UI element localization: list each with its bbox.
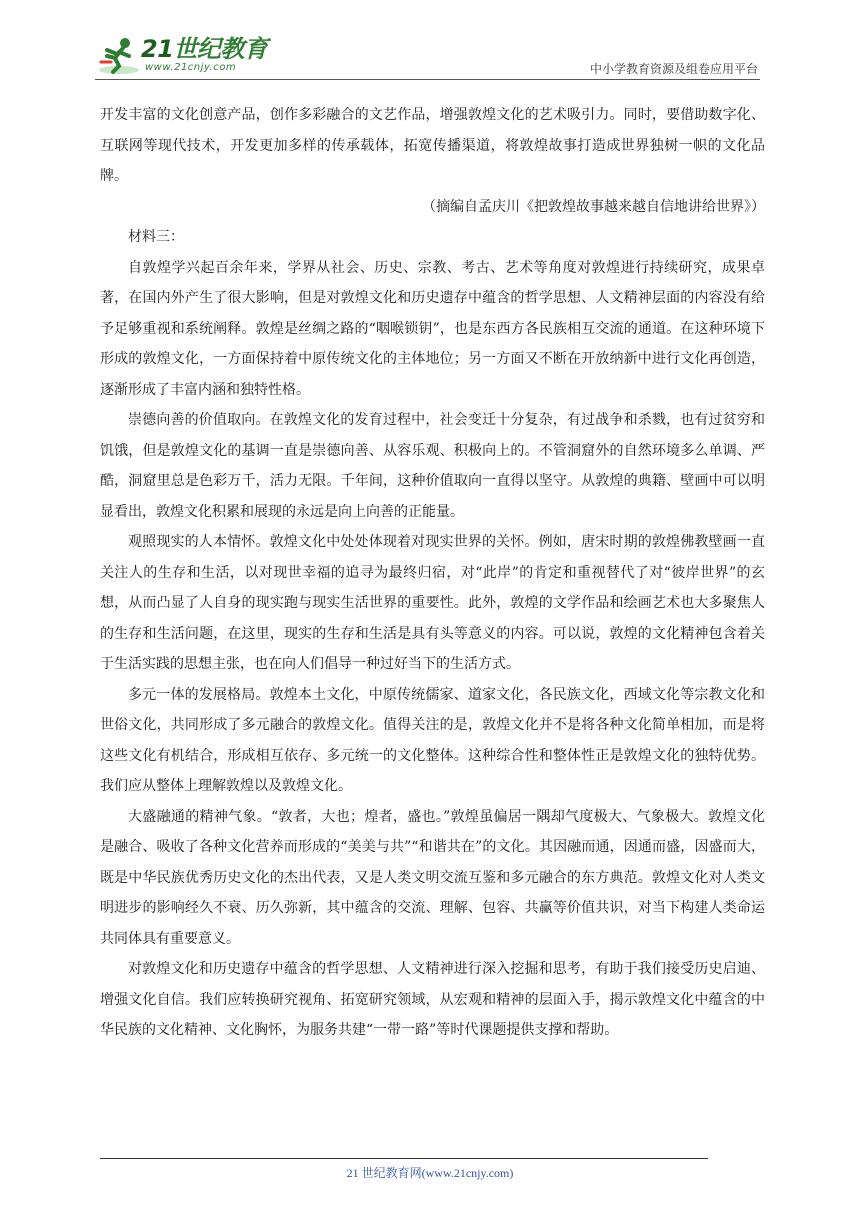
runner-logo-icon: [97, 36, 141, 76]
paragraph-intro: 自敦煌学兴起百余年来，学界从社会、历史、宗教、考古、艺术等角度对敦煌进行持续研究，成果卓著，在国内外产生了很大影响，但是对敦煌文化和历史遗存中蕴含的哲学思想、人文精神层面的内容没有给予足够重视和系统阐释。敦煌是丝绸之路的“咽喉锁钥”，也是东西方各民族相互交流的通道。在这种环境下形成的敦煌文化，一方面保持着中原传统文化的主体地位；另一方面又不断在开放纳新中进行文化再创造，逐渐形成了丰富内涵和独特性格。: [100, 259, 765, 398]
paragraph-spirit: 大盛融通的精神气象。“敦者，大也；煌者，盛也。”敦煌虽偏居一隅却气度极大、气象极大。敦煌文化是融合、吸收了各种文化营养而形成的“美美与共”“和谐共在”的文化。其因融而通，因通而盛，因盛而大，既是中华民族优秀历史文化的杰出代表，又是人类文明交流互鉴和多元融合的东方典范。敦煌文化对人类文明进步的影响经久不衰、历久弥新，其中蕴含的交流、理解、包容、共赢等价值共识，对当下构建人类命运共同体具有重要意义。: [100, 808, 765, 947]
header-divider: [95, 79, 760, 80]
logo-brand-name: 世纪教育: [173, 35, 268, 63]
paragraph-humanism: 观照现实的人本情怀。敦煌文化中处处体现着对现实世界的关怀。例如，唐宋时期的敦煌佛教壁画一直关注人的生存和生活，以对现世幸福的追寻为最终归宿，对“此岸”的肯定和重视替代了对“彼岸世界”的玄想，从而凸显了人自身的现实跑与现实生活世界的重要性。此外，敦煌的文学作品和绘画艺术也大多聚焦人的生存和生活问题，在这里，现实的生存和生活是具有头等意义的内容。可以说，敦煌的文化精神包含着关于生活实践的思想主张，也在向人们倡导一种过好当下的生活方式。: [100, 534, 765, 672]
paragraph-values: 崇德向善的价值取向。在敦煌文化的发育过程中，社会变迁十分复杂，有过战争和杀戮，也有过贫穷和饥饿，但是敦煌文化的基调一直是崇德向善、从容乐观、积极向上的。不管洞窟外的自然环境多么单调、严酷，洞窟里总是色彩万千，活力无限。千年间，这种价值取向一直得以坚守。从敦煌的典籍、壁画中可以明显看出，敦煌文化积累和展现的永远是向上向善的正能量。: [100, 412, 765, 520]
site-logo[interactable]: [95, 34, 268, 78]
paragraph-diversity: 多元一体的发展格局。敦煌本土文化，中原传统儒家、道家文化，各民族文化，西域文化等宗教文化和世俗文化，共同形成了多元融合的敦煌文化。值得关注的是，敦煌文化并不是将各种文化简单相加，而是将这些文化有机结合，形成相互依存、多元统一的文化整体。这种综合性和整体性正是敦煌文化的独特优势。我们应从整体上理解敦煌以及敦煌文化。: [100, 686, 765, 794]
citation: （摘编自孟庆川《把敦煌故事越来越自信地讲给世界》）: [422, 198, 765, 215]
footer-link[interactable]: 21 世纪教育网(www.21cnjy.com): [346, 1166, 514, 1180]
document-body: [100, 100, 765, 1046]
paragraph-1: 开发丰富的文化创意产品，创作多彩融合的文艺作品，增强敦煌文化的艺术吸引力。同时，要借助数字化、互联网等现代技术，开发更加多样的传承载体，拓宽传播渠道，将敦煌故事打造成世界独树一帜的文化品牌。: [100, 107, 765, 184]
page-header: [95, 34, 760, 80]
footer-divider: [100, 1158, 708, 1159]
logo-brand-number: 21: [141, 35, 174, 63]
paragraph-conclusion: 对敦煌文化和历史遗存中蕴含的哲学思想、人文精神进行深入挖掘和思考，有助于我们接受历史启迪、增强文化自信。我们应转换研究视角、拓宽研究领域，从宏观和精神的层面入手，揭示敦煌文化中蕴含的中华民族的文化精神、文化胸怀，为服务共建“一带一路”等时代课题提供支撑和帮助。: [100, 961, 765, 1038]
header-slogan: 中小学教育资源及组卷应用平台: [589, 62, 758, 76]
logo-brand-text: [141, 36, 267, 62]
section-heading: 材料三：: [128, 229, 184, 245]
logo-url: www.21cnjy.com: [145, 62, 237, 73]
